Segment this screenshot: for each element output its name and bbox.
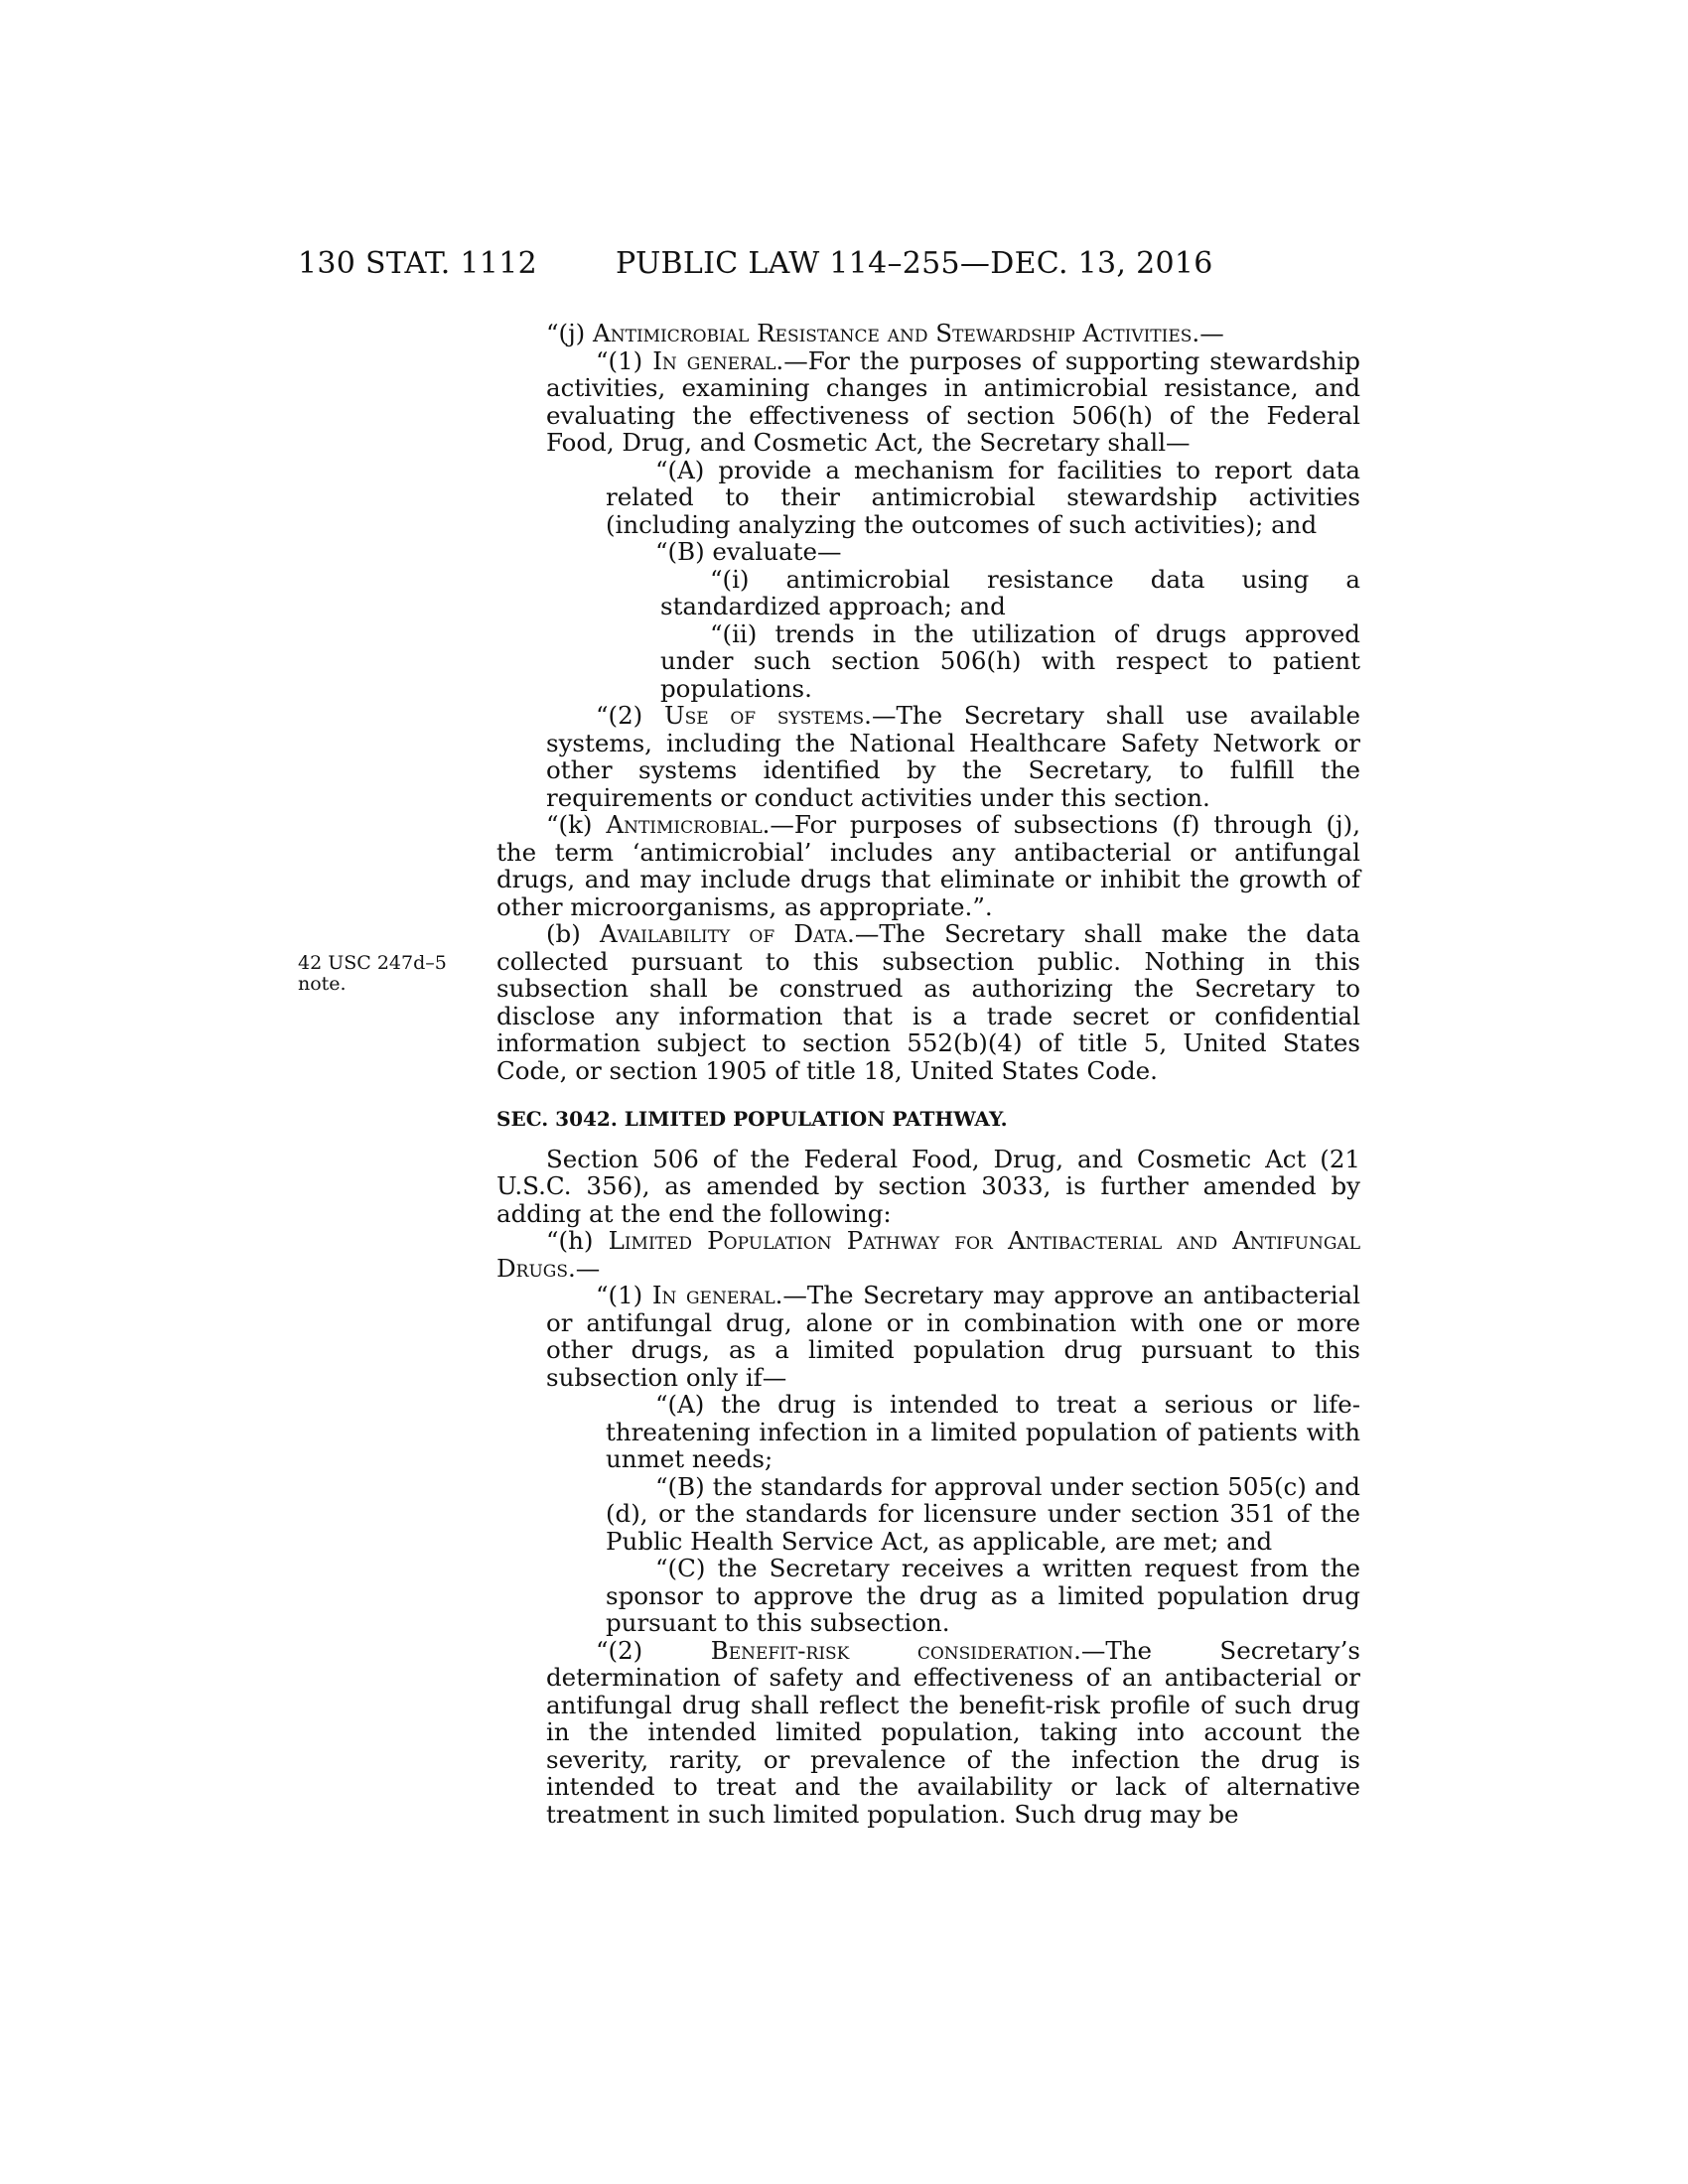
subsection-k: “(k) Antimicrobial.—For purposes of subsections (f) through (j), the term ‘antimicrobial’ includes any antibacterial or antifungal drugs, and may include drugs that eliminate or inhibit the growth of other microorganisms, as appropriate.”. <box>496 810 1360 921</box>
statute-body <box>496 320 1360 1828</box>
margin-note-label: note. <box>298 973 347 995</box>
paragraph-j1-heading: In general <box>652 345 776 375</box>
paragraph-j2: “(2) Use of systems.—The Secretary shall use available systems, including the National Healthcare Safety Network or other systems identified by the Secretary, to fulfill the requirements or conduct activities under this section. <box>546 701 1360 812</box>
subparagraph-jA: “(A) provide a mechanism for facilities to report data related to their antimicrobial stewardship activities (including analyzing the outcomes of such activities); and <box>606 455 1360 539</box>
subsection-h-heading: Limited Population Pathway for Antibacterial and Antifungal Drugs <box>496 1226 1360 1283</box>
subparagraph-hB: “(B) the standards for approval under section 505(c) and (d), or the standards for licensure under section 351 of the Public Health Service Act, as applicable, are met; and <box>606 1471 1360 1556</box>
paragraph-h1: “(1) In general.—The Secretary may approve an antibacterial or antifungal drug, alone or in combination with one or more other drugs, as a limited population drug pursuant to this subsection only if— <box>546 1281 1360 1392</box>
subsection-j-heading: Antimicrobial Resistance and Stewardship Activities <box>593 319 1193 347</box>
subsection-h: “(h) Limited Population Pathway for Antibacterial and Antifungal Drugs.— <box>496 1226 1360 1283</box>
subsection-k-heading: Antimicrobial <box>606 810 763 839</box>
section-intro: Section 506 of the Federal Food, Drug, and Cosmetic Act (21 U.S.C. 356), as amended by section 3033, is further amended by adding at the end the following: <box>496 1144 1360 1228</box>
page-running-title: PUBLIC LAW 114–255—DEC. 13, 2016 <box>616 246 1213 281</box>
subsection-b: (b) Availability of Data.—The Secretary shall make the data collected pursuant to this subsection public. Nothing in this subsection shall be construed as authorizing the Secretary to disclose any information that is a trade secret or confidential information subject to section 552(b)(4) of title 5, United States Code, or section 1905 of title 18, United States Code. <box>496 919 1360 1085</box>
margin-note-citation: 42 USC 247d–5 <box>298 952 447 974</box>
paragraph-h2: “(2) Benefit-risk consideration.—The Secretary’s determination of safety and effectiveness of an antibacterial or antifungal drug shall reflect the benefit-risk profile of such drug in the intended limited population, taking into account the severity, rarity, or prevalence of the infection the drug is intended to treat and the availability or lack of alternative treatment in such limited population. Such drug may be <box>546 1635 1360 1829</box>
paragraph-h2-heading: Benefit-risk consideration <box>710 1635 1074 1665</box>
section-heading: SEC. 3042. LIMITED POPULATION PATHWAY. <box>496 1107 1008 1131</box>
subparagraph-hA: “(A) the drug is intended to treat a serious or life-threatening infection in a limited population of patients with unmet needs; <box>606 1390 1360 1473</box>
clause-jBii: “(ii) trends in the utilization of drugs approved under such section 506(h) with respect to patient populations. <box>660 618 1360 703</box>
margin-note <box>298 953 447 995</box>
subparagraph-jB: “(B) evaluate— <box>655 537 842 566</box>
subparagraph-hC: “(C) the Secretary receives a written request from the sponsor to approve the drug as a limited population drug pursuant to this subsection. <box>606 1554 1360 1637</box>
subsection-b-heading: Availability of Data <box>600 919 848 948</box>
paragraph-h1-heading: In general <box>651 1281 775 1309</box>
page-stat-citation: 130 STAT. 1112 <box>298 246 537 281</box>
subsection-j: “(j) Antimicrobial Resistance and Stewardship Activities.— <box>546 319 1224 347</box>
paragraph-j1: “(1) In general.—For the purposes of supporting stewardship activities, examining changes in antimicrobial resistance, and evaluating the effectiveness of section 506(h) of the Federal Food, Drug, and Cosmetic Act, the Secretary shall— <box>546 345 1360 457</box>
paragraph-j2-heading: Use of systems <box>663 701 865 730</box>
clause-jBi: “(i) antimicrobial resistance data using a standardized approach; and <box>660 564 1360 620</box>
